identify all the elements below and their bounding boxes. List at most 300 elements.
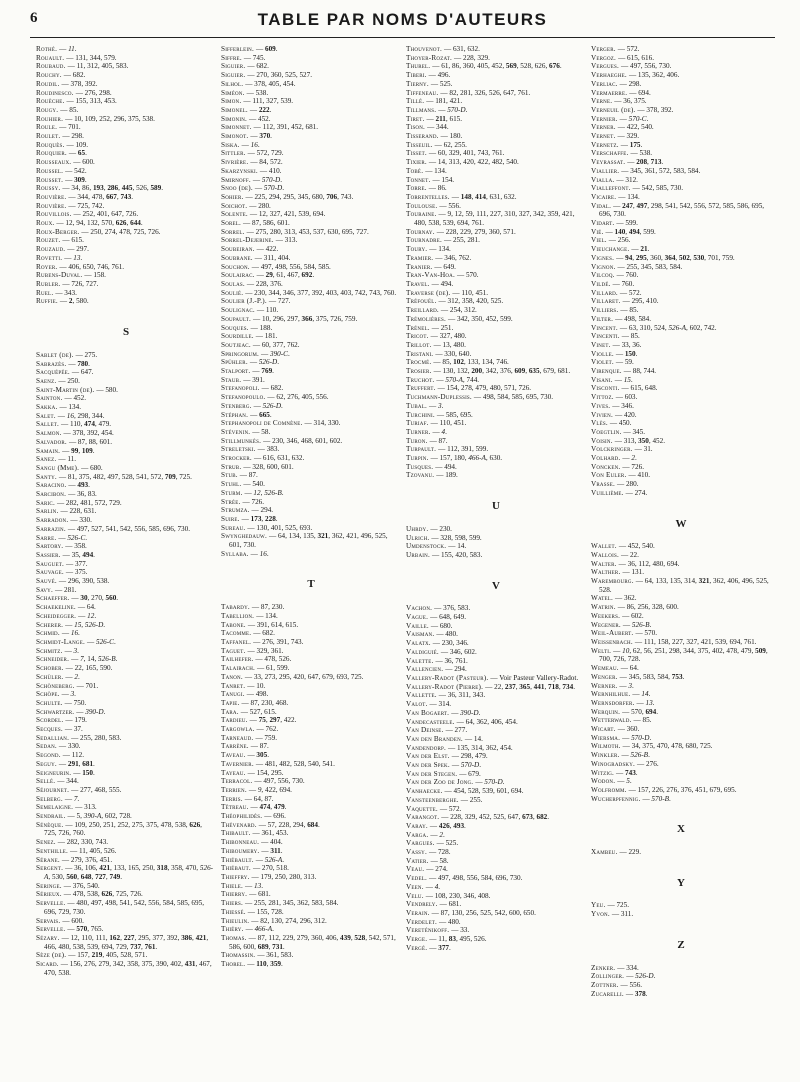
index-entry bbox=[406, 280, 586, 289]
index-entry bbox=[36, 890, 216, 899]
index-entry bbox=[221, 324, 401, 333]
page-refs: — 57, 228, 294, 684. bbox=[258, 820, 320, 829]
page-refs: — 255, 281, 345, 362, 583, 584. bbox=[245, 899, 339, 908]
page-refs: — 87. bbox=[429, 436, 448, 445]
page-refs: — 61, 599. bbox=[257, 664, 290, 673]
author-name: Thiébault. bbox=[221, 855, 256, 864]
page-refs: — 134. bbox=[429, 245, 451, 254]
author-name: Senez. bbox=[36, 838, 58, 847]
author-name: Tiret. bbox=[406, 114, 427, 123]
index-entry bbox=[221, 228, 401, 237]
index-entry bbox=[221, 506, 401, 515]
page-refs: — 682. bbox=[247, 62, 269, 71]
page-refs: — 726. bbox=[242, 497, 265, 506]
page-refs: — 112. bbox=[62, 751, 84, 760]
index-entry bbox=[221, 367, 401, 376]
page-refs: — 33, 36. bbox=[612, 340, 642, 349]
index-entry bbox=[221, 480, 401, 489]
page-refs: — 526-D. bbox=[249, 358, 279, 367]
index-entry bbox=[406, 245, 586, 254]
author-name: Tacomme. bbox=[221, 629, 254, 638]
page-refs: — 16. bbox=[250, 549, 269, 558]
author-name: Winogradsky. bbox=[591, 759, 638, 768]
index-entry bbox=[406, 254, 586, 263]
index-entry bbox=[36, 507, 216, 516]
author-name: Wernhilhue. bbox=[591, 690, 633, 699]
index-entry bbox=[221, 315, 401, 324]
author-name: Turchini. bbox=[406, 410, 437, 419]
author-name: Vicaire. bbox=[591, 192, 619, 201]
author-name: Tixier. bbox=[406, 158, 429, 167]
author-name: Voncken. bbox=[591, 462, 623, 471]
page-refs: — 570, 765. bbox=[67, 925, 104, 934]
author-name: Saenz. bbox=[36, 376, 59, 385]
index-entry bbox=[221, 638, 401, 647]
author-name: Wallois. bbox=[591, 550, 621, 559]
index-entry bbox=[406, 822, 586, 831]
page-refs: — 22. bbox=[620, 550, 639, 559]
page-refs: — 311. bbox=[261, 846, 283, 855]
index-entry bbox=[406, 463, 586, 472]
author-name: Weekers. bbox=[591, 611, 623, 620]
author-name: Springorum. bbox=[221, 349, 261, 358]
index-entry bbox=[36, 882, 216, 891]
index-entry bbox=[36, 725, 216, 734]
page-refs: — 556. bbox=[439, 201, 461, 210]
author-name: Thibault. bbox=[221, 829, 253, 838]
page-refs: — 181. bbox=[255, 332, 278, 341]
page-refs: — 391, 614, 615. bbox=[247, 620, 299, 629]
page-refs: — 157, 219, 405, 528, 571. bbox=[68, 951, 148, 960]
index-entry bbox=[591, 454, 771, 463]
author-name: Sénèque. bbox=[36, 820, 66, 829]
index-entry bbox=[591, 734, 771, 743]
page-refs: — 5. bbox=[617, 777, 632, 786]
index-entry bbox=[406, 796, 586, 805]
author-name: Vialleffont. bbox=[591, 184, 633, 193]
page-refs: — 570-A, 744. bbox=[436, 375, 480, 384]
index-entry bbox=[221, 524, 401, 533]
author-name: Traverse (de). bbox=[406, 288, 453, 297]
index-entry bbox=[36, 960, 216, 977]
author-name: Sangu (Mme). bbox=[36, 463, 82, 472]
index-entry bbox=[406, 831, 586, 840]
author-name: Turiaf. bbox=[406, 419, 431, 428]
page-refs: — 247, 497, 298, 541, 542, 556, 572, 585, 586, 695, 696, 730. bbox=[599, 201, 765, 219]
author-name: Spühler. bbox=[221, 358, 250, 367]
author-name: Vilter. bbox=[591, 314, 616, 323]
page-refs: — 82, 130, 274, 296, 312. bbox=[251, 916, 327, 925]
page-refs: — 5, 390-A, 602, 728. bbox=[67, 812, 132, 821]
author-name: Velu. bbox=[406, 891, 426, 900]
index-entry bbox=[221, 725, 401, 734]
page-refs: — 334. bbox=[617, 963, 639, 972]
author-name: Schaekeline. bbox=[36, 603, 78, 612]
author-name: Watrin. bbox=[591, 603, 618, 612]
section-letter: X bbox=[677, 823, 685, 836]
author-name: Watel. bbox=[591, 594, 615, 603]
index-entry bbox=[36, 464, 216, 473]
author-name: Roudil. bbox=[36, 79, 62, 88]
page-refs: — 525. bbox=[430, 79, 453, 88]
page-refs: — 680. bbox=[430, 621, 453, 630]
author-name: Rouvière. bbox=[36, 192, 69, 201]
page-refs: — 527, 615. bbox=[240, 707, 277, 716]
page-refs: — 12. bbox=[78, 611, 97, 620]
index-entry bbox=[406, 80, 586, 89]
index-entry bbox=[221, 532, 401, 549]
index-entry bbox=[406, 839, 586, 848]
index-entry bbox=[406, 674, 586, 683]
author-name: Vargues. bbox=[406, 839, 437, 848]
index-entry bbox=[221, 471, 401, 480]
page-refs: — 450. bbox=[609, 419, 632, 428]
page-refs: — 494. bbox=[431, 279, 454, 288]
author-name: Wodon. bbox=[591, 777, 618, 786]
author-name: Wucherpfennig. bbox=[591, 794, 643, 803]
page-refs: — 270, 360, 525, 527. bbox=[247, 71, 313, 80]
page-refs: — 276, 298. bbox=[75, 88, 112, 97]
author-name: Van Bogaert. bbox=[406, 708, 452, 717]
page-refs: — 599. bbox=[616, 219, 638, 228]
page-refs: — 280. bbox=[616, 480, 639, 489]
author-name: Salmon. bbox=[36, 429, 64, 438]
page-refs: — 255. bbox=[460, 795, 483, 804]
index-column bbox=[406, 45, 591, 1075]
page-refs: — 694. bbox=[629, 88, 651, 97]
index-entry bbox=[406, 761, 586, 770]
author-name: Rothé. bbox=[36, 45, 60, 53]
page-refs: — 15, 526-D. bbox=[65, 620, 106, 629]
index-entry bbox=[591, 981, 771, 990]
page-refs: — 94, 295, 360, 364, 502, 530, 701, 759. bbox=[616, 253, 735, 262]
author-name: Zucarelli. bbox=[591, 989, 626, 998]
page-refs: — 87. bbox=[239, 471, 258, 480]
author-name: Varay. bbox=[406, 821, 430, 830]
page-refs: — 36, 761. bbox=[435, 656, 468, 665]
author-name: Vatier. bbox=[406, 856, 431, 865]
index-entry bbox=[591, 367, 771, 376]
index-entry bbox=[406, 332, 586, 341]
index-entry bbox=[591, 45, 771, 54]
page-refs: — 274. bbox=[426, 865, 448, 874]
index-entry bbox=[406, 306, 586, 315]
page-refs: — 526-B. bbox=[622, 620, 652, 629]
page-refs: — 189. bbox=[436, 471, 458, 480]
index-entry bbox=[406, 848, 586, 857]
page-refs: — 62, 276, 405, 556. bbox=[267, 393, 329, 402]
index-entry bbox=[221, 673, 401, 682]
author-name: Segond. bbox=[36, 751, 63, 760]
index-entry bbox=[36, 89, 216, 98]
index-entry bbox=[36, 149, 216, 158]
page-refs: — 228, 229, 279, 360, 571. bbox=[436, 227, 516, 236]
page-refs: — 173, 228. bbox=[241, 514, 278, 523]
page-number: 6 bbox=[30, 10, 38, 26]
index-entry bbox=[36, 176, 216, 185]
author-name: Vivien. bbox=[591, 410, 615, 419]
index-entry bbox=[36, 141, 216, 150]
page-refs: — 769. bbox=[252, 367, 274, 376]
page-refs: — 228, 329. bbox=[453, 53, 490, 62]
author-name: Soichot. bbox=[221, 201, 250, 210]
page-refs: — 480. bbox=[439, 917, 461, 926]
author-name: Staub. bbox=[221, 375, 244, 384]
index-entry bbox=[36, 420, 216, 429]
page-refs: — 603. bbox=[615, 393, 638, 402]
author-name: Vives. bbox=[591, 401, 613, 410]
index-entry bbox=[591, 158, 771, 167]
page-refs: — 615, 616. bbox=[618, 53, 654, 62]
page-refs: — 222. bbox=[249, 105, 272, 114]
page-refs: — 570-D. bbox=[252, 175, 282, 184]
page-refs: — 2. bbox=[430, 830, 445, 839]
page-refs: — 378, 392, 454. bbox=[63, 429, 114, 438]
author-name: Verdelet. bbox=[406, 917, 440, 926]
author-name: Tanon. bbox=[221, 672, 245, 681]
index-entry bbox=[221, 873, 401, 882]
author-name: Salvador. bbox=[36, 437, 69, 446]
index-entry bbox=[36, 586, 216, 595]
author-name: Vendrely. bbox=[406, 900, 440, 909]
index-entry bbox=[591, 219, 771, 228]
index-entry bbox=[591, 742, 771, 751]
index-entry bbox=[406, 691, 586, 700]
author-name: Urbain. bbox=[406, 550, 432, 559]
index-entry bbox=[36, 263, 216, 272]
page-refs: — 11, 312, 405, 583. bbox=[67, 62, 129, 71]
index-entry bbox=[591, 402, 771, 411]
author-name: Schaeffer. bbox=[36, 594, 72, 603]
index-entry bbox=[591, 612, 771, 621]
index-entry bbox=[591, 621, 771, 630]
page-refs: — 478, 538, 626, 725, 726. bbox=[63, 890, 143, 899]
page-refs: — 64. bbox=[77, 603, 96, 612]
index-entry bbox=[36, 525, 216, 534]
index-entry bbox=[591, 769, 771, 778]
index-entry bbox=[36, 167, 216, 176]
author-name: Thieffry. bbox=[221, 872, 252, 881]
page-refs: — 154, 278, 479, 480, 571, 726. bbox=[437, 384, 532, 393]
index-entry bbox=[221, 45, 401, 54]
page-refs: — 474, 479. bbox=[250, 803, 287, 812]
author-name: Vallery-Radot (Pierre). bbox=[406, 682, 486, 691]
author-name: Rouquier. bbox=[36, 149, 69, 158]
index-entry bbox=[591, 306, 771, 315]
page-refs: — 679. bbox=[459, 769, 481, 778]
author-name: Roule. bbox=[36, 123, 60, 132]
page-refs: — 309. bbox=[65, 175, 87, 184]
page-refs: — 391. bbox=[243, 375, 265, 384]
page-refs: — 346, 762. bbox=[435, 253, 472, 262]
index-column bbox=[221, 45, 406, 1075]
author-name: Vildé. bbox=[591, 279, 613, 288]
page-refs: — 14. bbox=[448, 542, 467, 551]
author-name: Vachon. bbox=[406, 604, 435, 613]
author-name: Rouvillois. bbox=[36, 210, 74, 219]
index-entry bbox=[36, 577, 216, 586]
page-refs: — 36, 375. bbox=[614, 97, 647, 106]
page-refs: — 85. bbox=[620, 306, 639, 315]
index-entry bbox=[591, 664, 771, 673]
page-refs: — 493. bbox=[68, 481, 90, 490]
page-refs: — 298. bbox=[619, 79, 642, 88]
index-entry bbox=[36, 647, 216, 656]
page-refs: — 406, 650, 746, 761. bbox=[59, 262, 125, 271]
page-refs: — 681. bbox=[249, 890, 271, 899]
page-refs: — 682. bbox=[63, 71, 86, 80]
page-refs: — 345, 583, 584, 753. bbox=[619, 672, 685, 681]
page-refs: — 279, 376, 451. bbox=[61, 855, 113, 864]
author-name: Van der Spek. bbox=[406, 761, 452, 770]
author-name: Vandecasteele. bbox=[406, 717, 457, 726]
author-name: Rubler. bbox=[36, 279, 63, 288]
author-name: Sablet (de). bbox=[36, 350, 76, 359]
author-name: Verschaffe. bbox=[591, 149, 631, 158]
page-refs: — 36, 83. bbox=[68, 490, 97, 499]
page-refs: — 12, 526-B. bbox=[244, 488, 284, 497]
author-name: Thiers. bbox=[221, 899, 246, 908]
page-refs: — 254, 312. bbox=[440, 306, 477, 315]
page-refs: — 681. bbox=[439, 900, 462, 909]
page-refs: — 13. bbox=[636, 698, 655, 707]
page-refs: — 181, 421. bbox=[426, 97, 463, 106]
page-refs: — 12, 327, 421, 539, 694. bbox=[249, 210, 326, 219]
author-name: Suire. bbox=[221, 514, 242, 523]
page-refs: — 480, 497, 498, 541, 542, 556, 584, 585, 695, 696, 729, 730. bbox=[44, 899, 204, 916]
index-entry bbox=[221, 254, 401, 263]
index-entry bbox=[221, 141, 401, 150]
author-name: Trémolières. bbox=[406, 314, 448, 323]
page-refs: — 7, 14, 526-B. bbox=[71, 655, 118, 664]
author-name: Sabrazès. bbox=[36, 359, 69, 368]
page-refs: — 58. bbox=[252, 427, 271, 436]
header-rule bbox=[30, 37, 775, 38]
index-entry bbox=[221, 71, 401, 80]
page-refs: — 111, 327, 539. bbox=[243, 97, 294, 106]
author-name: Syllaba. bbox=[221, 549, 251, 558]
page-refs: — 255, 345, 583, 584. bbox=[617, 262, 683, 271]
page-refs: — 60, 377, 762. bbox=[252, 340, 300, 349]
author-name: Torre. bbox=[406, 184, 429, 193]
page-refs: — 298. bbox=[62, 132, 84, 141]
index-entry bbox=[36, 812, 216, 821]
section-letter: Z bbox=[677, 938, 685, 951]
author-name: Strub. bbox=[221, 462, 244, 471]
author-name: Turpin. bbox=[406, 454, 431, 463]
page-refs: — 75, 297, 422. bbox=[249, 716, 297, 725]
index-entry bbox=[591, 786, 771, 795]
index-entry bbox=[36, 760, 216, 769]
index-entry bbox=[591, 254, 771, 263]
index-entry bbox=[591, 699, 771, 708]
index-entry bbox=[36, 560, 216, 569]
index-entry bbox=[591, 848, 771, 857]
author-name: Sakka. bbox=[36, 403, 60, 412]
page-refs: — 9, 422, 694. bbox=[248, 785, 292, 794]
page-refs: — 2. bbox=[622, 454, 637, 463]
author-name: Vandendorp. bbox=[406, 743, 449, 752]
page-refs: — 252, 401, 647, 726. bbox=[73, 210, 139, 219]
page-refs: — 2. bbox=[65, 672, 80, 681]
author-name: Toury. bbox=[406, 245, 430, 254]
index-entry bbox=[221, 454, 401, 463]
index-entry bbox=[221, 132, 401, 141]
author-name: Souchon. bbox=[221, 262, 252, 271]
index-entry bbox=[406, 393, 586, 402]
author-name: Sellé. bbox=[36, 777, 58, 786]
section-letter: T bbox=[307, 578, 315, 591]
author-name: Rouhier. bbox=[36, 114, 66, 123]
author-name: Terris. bbox=[221, 794, 245, 803]
index-entry bbox=[406, 525, 586, 534]
index-entry bbox=[36, 280, 216, 289]
index-entry bbox=[406, 700, 586, 709]
index-entry bbox=[406, 62, 586, 71]
author-name: Thurel. bbox=[406, 62, 433, 71]
page-refs: — 313, 350, 452. bbox=[614, 436, 666, 445]
author-name: Santy. bbox=[36, 472, 59, 481]
page-refs: — 329, 361. bbox=[247, 646, 284, 655]
author-name: Seringe. bbox=[36, 881, 64, 890]
page-refs: — 648, 649. bbox=[430, 613, 467, 622]
author-name: Tournay. bbox=[406, 227, 437, 236]
index-entry bbox=[221, 158, 401, 167]
index-entry bbox=[36, 71, 216, 80]
author-name: Vallery-Radot (Pasteur). bbox=[406, 674, 491, 682]
author-name: Rovetti. bbox=[36, 253, 65, 262]
page-refs: — 282, 481, 572, 729. bbox=[56, 498, 122, 507]
page-refs: — 329. bbox=[617, 132, 640, 141]
author-name: Rousset. bbox=[36, 175, 66, 184]
author-name: Tristani. bbox=[406, 349, 436, 358]
author-name: Tillmans. bbox=[406, 105, 439, 114]
author-name: Vassy. bbox=[406, 848, 429, 857]
index-entry bbox=[406, 384, 586, 393]
page-refs: — 682. bbox=[261, 384, 284, 393]
page-refs: — 225, 294, 295, 345, 680, 706, 743. bbox=[245, 192, 354, 201]
index-entry bbox=[221, 428, 401, 437]
author-name: Sivrière. bbox=[221, 158, 251, 167]
page-refs: — 7. bbox=[64, 794, 80, 803]
author-name: Schober. bbox=[36, 664, 66, 673]
author-name: Valette. bbox=[406, 656, 436, 665]
page-refs: — 600. bbox=[62, 916, 84, 925]
page-refs: — 85. bbox=[621, 332, 640, 341]
index-entry bbox=[406, 813, 586, 822]
index-entry bbox=[406, 883, 586, 892]
page-refs: — 64, 133, 135, 314, 321, 362, 406, 496, 525, 528. bbox=[599, 577, 769, 594]
page-refs: — 497, 556, 730. bbox=[254, 777, 305, 786]
author-name: Sarradon. bbox=[36, 516, 71, 525]
page-refs: — 230, 346. bbox=[432, 639, 469, 648]
author-name: Salet. bbox=[36, 411, 58, 420]
page-refs: — 727. bbox=[268, 297, 291, 306]
author-name: Vaille. bbox=[406, 621, 431, 630]
page-refs: — 570. bbox=[635, 629, 657, 638]
index-entry bbox=[591, 358, 771, 367]
page-refs: — 295, 410. bbox=[622, 297, 659, 306]
author-name: Villiers. bbox=[591, 306, 621, 315]
index-entry bbox=[406, 324, 586, 333]
page-refs: — 313. bbox=[75, 803, 97, 812]
author-name: Rouchy. bbox=[36, 71, 64, 80]
author-name: Valdiguié. bbox=[406, 647, 441, 656]
index-entry bbox=[221, 280, 401, 289]
author-name: Rousseaux. bbox=[36, 158, 74, 167]
author-name: Sèze (de). bbox=[36, 951, 69, 960]
page-refs: — 725. bbox=[607, 901, 630, 910]
